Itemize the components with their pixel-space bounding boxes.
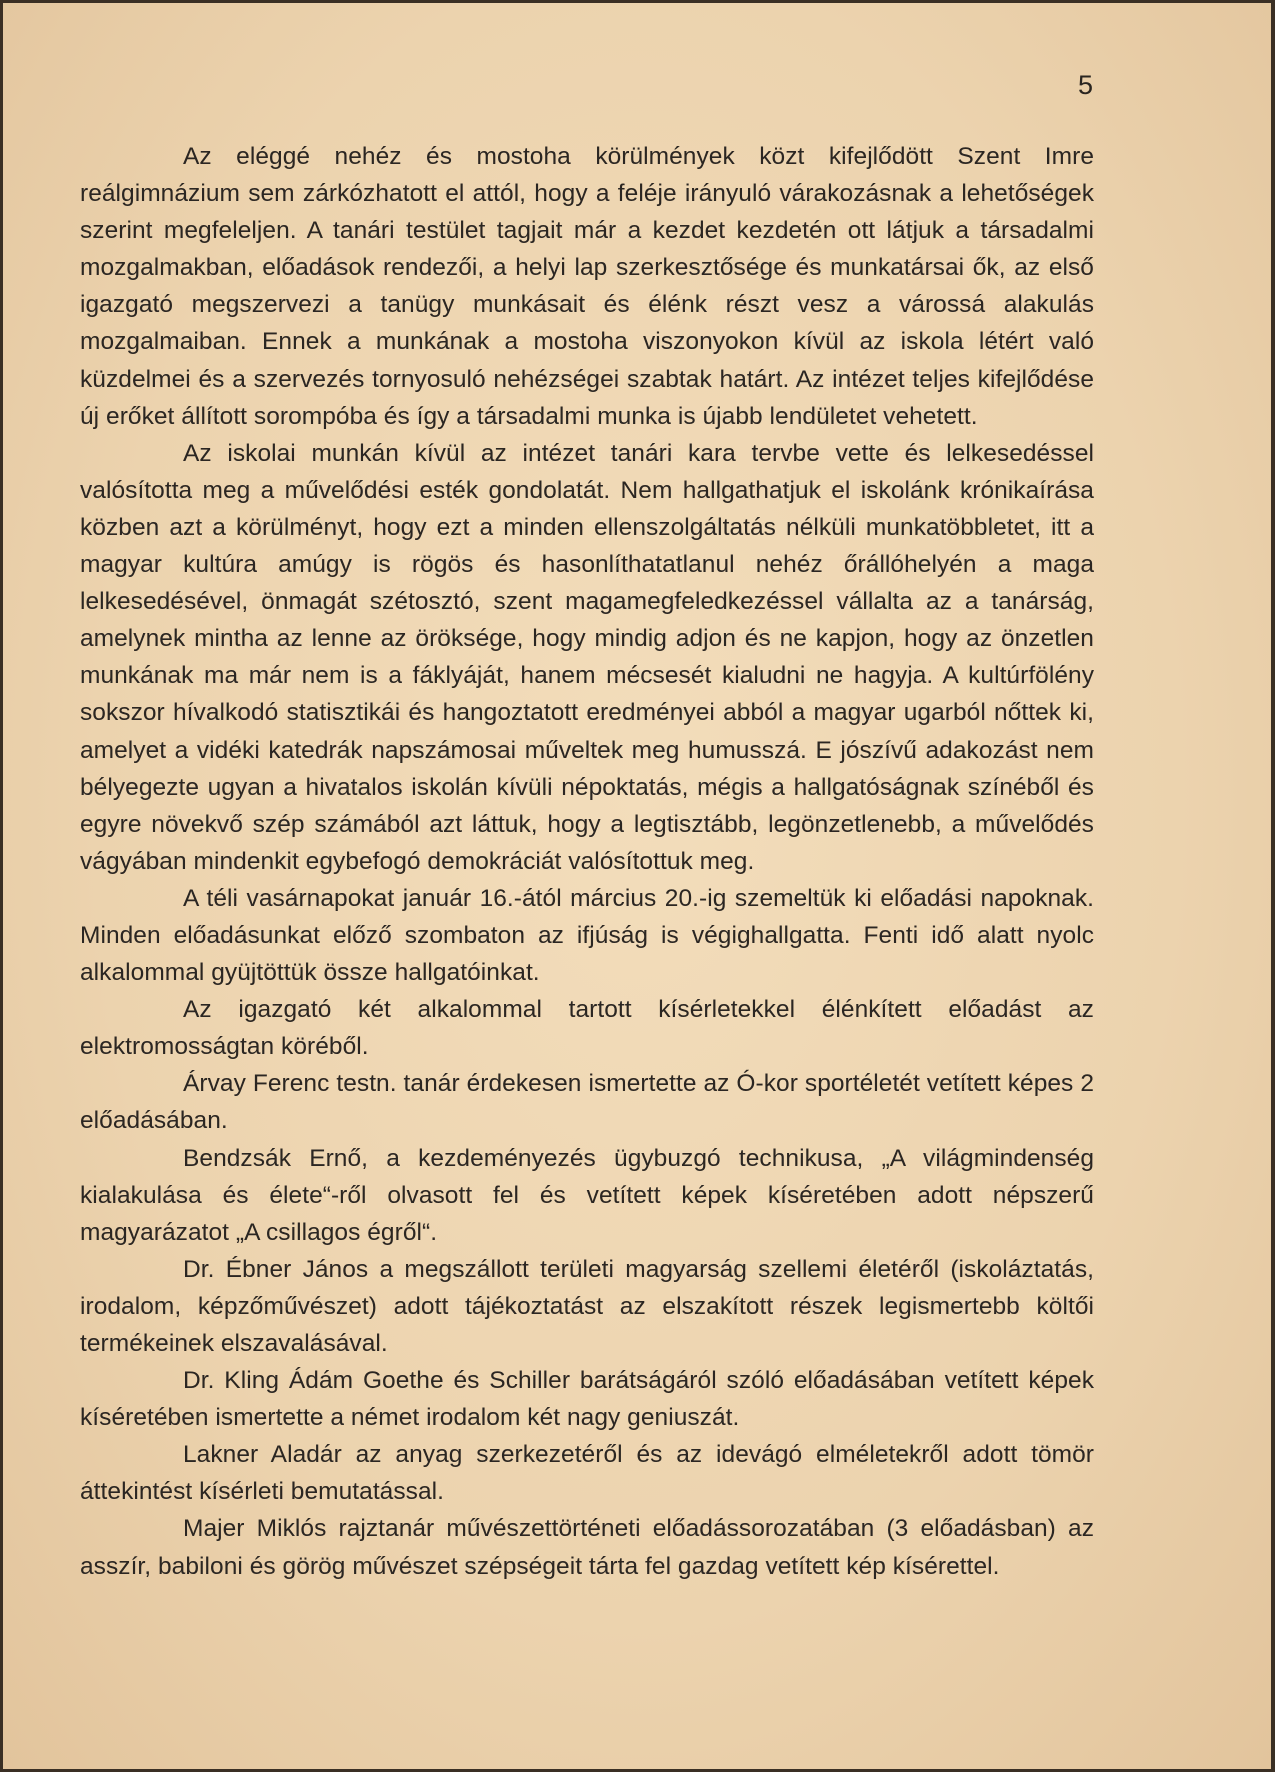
- paragraph: Az igazgató két alkalommal tartott kísérletekkel élénkített előadást az elektromosságtan köréből.: [80, 996, 1094, 1061]
- paragraph: Dr. Ébner János a megszállott területi magyarság szellemi életéről (iskoláztatás, irodalom, képzőművészet) adott tájékoztatást az elszakított részek legismertebb költői termékeinek elszavalásával.: [80, 1255, 1094, 1357]
- paragraph: Árvay Ferenc testn. tanár érdekesen ismertette az Ó-kor sportéletét vetített képes 2 előadásában.: [80, 1070, 1094, 1135]
- paragraph: Majer Miklós rajztanár művészettörténeti előadássorozatában (3 előadásban) az asszír, babiloni és görög művészet szépségeit tárta fel gazdag vetített kép kísérettel.: [80, 1515, 1094, 1580]
- body-text: [80, 138, 1094, 1585]
- paragraph: Az eléggé nehéz és mostoha körülmények közt kifejlődött Szent Imre reálgimnázium sem zárkózhatott el attól, hogy a feléje irányuló várakozásnak a lehetőségek szerint megfeleljen. A tanári testület tagjait már a kezdet kezdetén ott látjuk a társadalmi mozgalmakban, előadások rendezői, a helyi lap szerkesztősége és munkatársai ők, az első igazgató megszervezi a tanügy munkásait és élénk részt vesz a várossá alakulás mozgalmaiban. Ennek a munkának a mostoha viszonyokon kívül az iskola létért való küzdelmei és a szervezés tornyosuló nehézségei szabtak határt. Az intézet teljes kifejlődése új erőket állított sorompóba és így a társadalmi munka is újabb lendületet vehetett.: [80, 143, 1094, 430]
- paragraph: Lakner Aladár az anyag szerkezetéről és az idevágó elméletekről adott tömör áttekintést kísérleti bemutatással.: [80, 1441, 1094, 1506]
- paragraph: Az iskolai munkán kívül az intézet tanári kara tervbe vette és lelkesedéssel valósította meg a művelődési esték gondolatát. Nem hallgathatjuk el iskolánk krónikaírása közben azt a körülményt, hogy ezt a minden ellenszolgáltatás nélküli munkatöbbletet, itt a magyar kultúra amúgy is rögös és hasonlíthatatlanul nehéz őrállóhelyén a maga lelkesedésével, önmagát szétosztó, szent magamegfeledkezéssel vállalta az a tanárság, amelynek mintha az lenne az öröksége, hogy mindig adjon és ne kapjon, hogy az önzetlen munkának ma már nem is a fáklyáját, hanem mécsesét kialudni ne hagyja. A kultúrfölény sokszor hívalkodó statisztikái és hangoztatott eredményei abból a magyar ugarból nőttek ki, amelyet a vidéki katedrák napszámosai műveltek meg humusszá. E jószívű adakozást nem bélyegezte ugyan a hivatalos iskolán kívüli népoktatás, mégis a hallgatóságnak színéből és egyre növekvő szép számából azt láttuk, hogy a legtisztább, legönzetlenebb, a művelődés vágyában mindenkit egybefogó demokráciát valósítottuk meg.: [80, 439, 1094, 875]
- paragraph: Dr. Kling Ádám Goethe és Schiller barátságáról szóló előadásában vetített képek kíséretében ismertette a német irodalom két nagy geniuszát.: [80, 1367, 1094, 1432]
- paragraph: Bendzsák Ernő, a kezdeményezés ügybuzgó technikusa, „A világmindenség kialakulása és élete“-ről olvasott fel és vetített képek kíséretében adott népszerű magyarázatot „A csillagos égről“.: [80, 1144, 1094, 1246]
- paragraph: A téli vasárnapokat január 16.-ától március 20.-ig szemeltük ki előadási napoknak. Minden előadásunkat előző szombaton az ifjúság is végighallgatta. Fenti idő alatt nyolc alkalommal gyüjtöttük össze hallgatóinkat.: [80, 884, 1094, 987]
- page-number: 5: [1077, 70, 1093, 100]
